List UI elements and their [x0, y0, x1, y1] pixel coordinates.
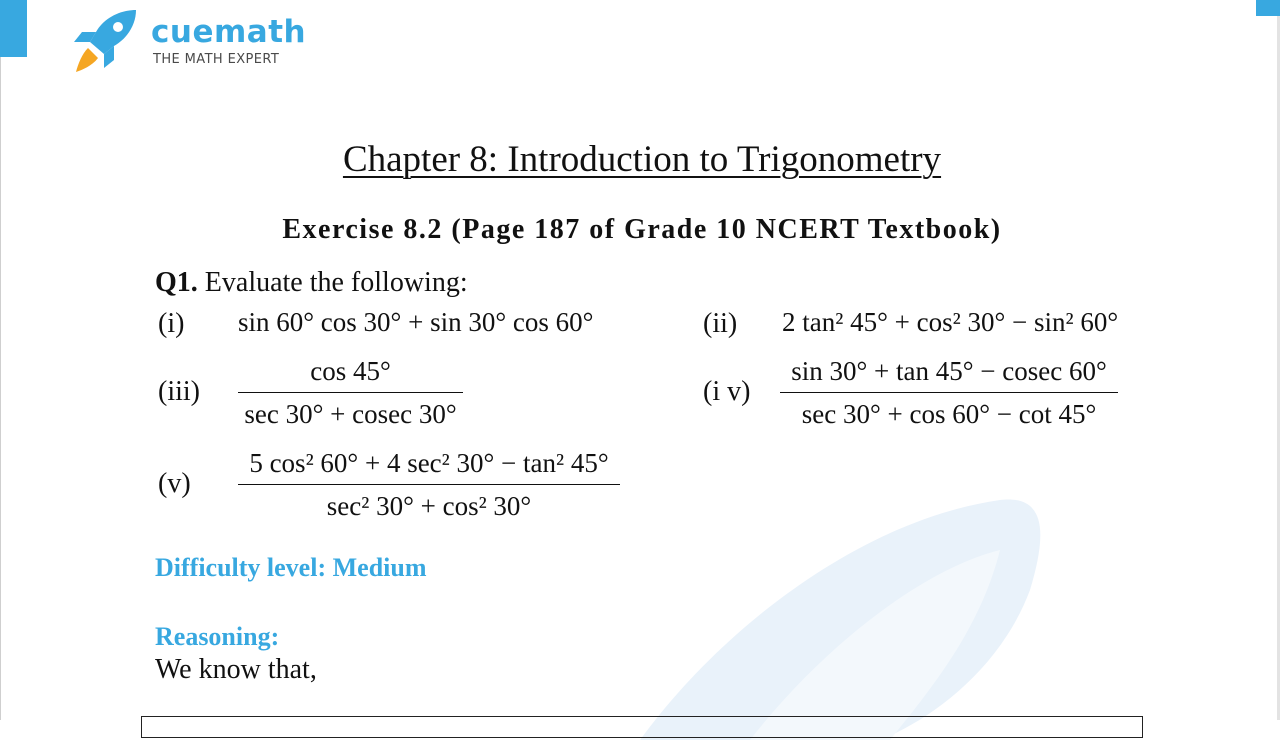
part-expression-i: sin 60° cos 30° + sin 30° cos 60° [238, 307, 594, 337]
question-prompt: Evaluate the following: [204, 267, 468, 298]
part-label-i: (i) [158, 308, 185, 339]
numerator-iii: cos 45° [238, 352, 463, 393]
part-label-v: (v) [158, 468, 191, 499]
brand-corner-bar-right [1256, 0, 1280, 16]
brand-corner-bar-left [0, 0, 27, 57]
numerator-iv: sin 30° + tan 45° − cosec 60° [780, 352, 1118, 393]
exercise-title: Exercise 8.2 (Page 187 of Grade 10 NCERT Textbook) [282, 214, 1002, 245]
fraction-iii [238, 352, 463, 433]
numerator-v: 5 cos² 60° + 4 sec² 30° − tan² 45° [238, 444, 620, 485]
part-label-iii: (iii) [158, 376, 200, 407]
formula-box [141, 716, 1143, 738]
fraction-iv [780, 352, 1118, 433]
page-edge-left [0, 0, 1, 720]
part-label-iv: (i v) [703, 376, 751, 407]
rocket-icon [70, 8, 140, 74]
reasoning-text: We know that, [155, 654, 317, 685]
rocket-watermark-icon [600, 480, 1160, 740]
reasoning-label: Reasoning: [155, 622, 280, 651]
question-number: Q1. [155, 267, 198, 298]
denominator-iv: sec 30° + cos 60° − cot 45° [801, 399, 1097, 429]
denominator-iii: sec 30° + cosec 30° [244, 399, 457, 429]
fraction-v [238, 444, 620, 525]
chapter-title: Chapter 8: Introduction to Trigonometry [342, 139, 942, 180]
denominator-v: sec² 30° + cos² 30° [326, 491, 532, 521]
brand-tagline: THE MATH EXPERT [153, 52, 280, 67]
question-line [155, 267, 468, 299]
brand-name: cuemath [151, 14, 307, 50]
part-expression-ii: 2 tan² 45° + cos² 30° − sin² 60° [782, 307, 1119, 337]
part-label-ii: (ii) [703, 308, 738, 339]
difficulty-level: Difficulty level: Medium [155, 553, 427, 582]
